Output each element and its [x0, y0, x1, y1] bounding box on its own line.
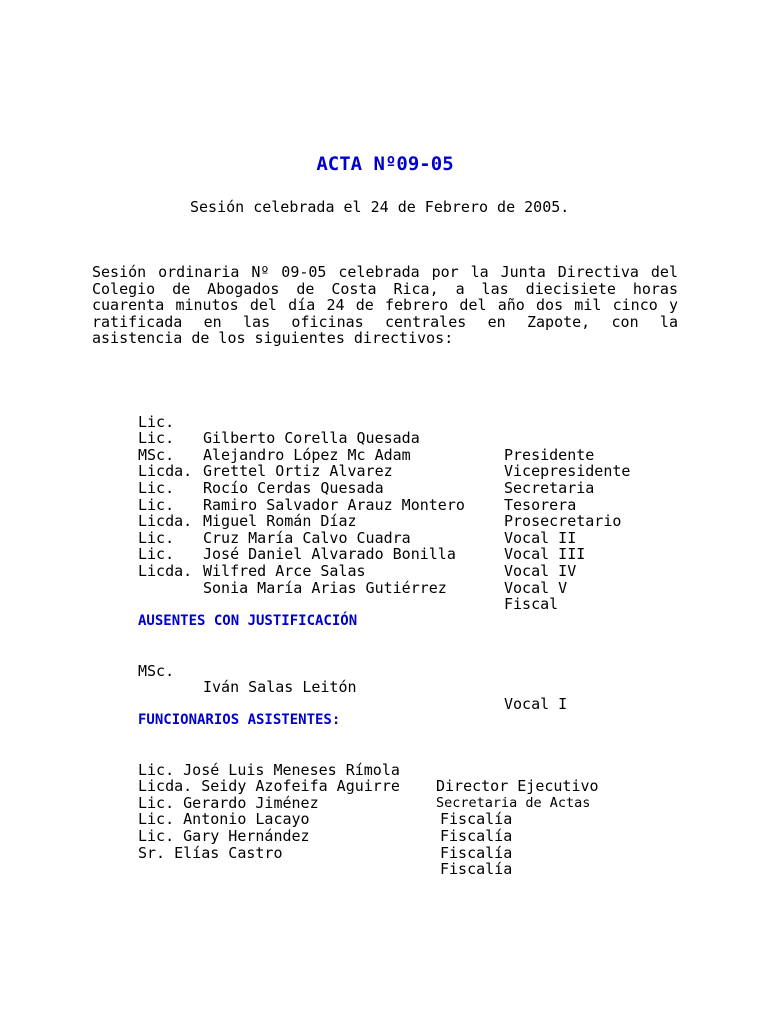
- director-role: Fiscal: [504, 595, 559, 614]
- director-title: Lic.: [138, 545, 175, 564]
- director-role: Tesorera: [504, 495, 577, 514]
- director-name: Grettel Ortiz Alvarez: [203, 462, 393, 481]
- director-name: Gilberto Corella Quesada: [203, 429, 420, 448]
- director-name: Ramiro Salvador Arauz Montero: [203, 495, 465, 514]
- director-title: Lic.: [138, 495, 175, 514]
- director-role: Vocal IV: [504, 561, 577, 580]
- director-name: Alejandro López Mc Adam: [203, 445, 411, 464]
- intro-line: Sesión ordinaria Nº 09-05 celebrada por la Junta Directiva del: [92, 263, 678, 281]
- absent-list: [138, 646, 698, 713]
- director-title: Lic.: [138, 528, 175, 547]
- director-role: Vicepresidente: [504, 462, 631, 481]
- director-title: Lic.: [138, 412, 175, 431]
- document-title: ACTA Nº09-05: [316, 153, 454, 175]
- director-role: Vocal III: [504, 545, 586, 564]
- staff-name: Lic. Gary Hernández: [138, 826, 310, 845]
- staff-role: Fiscalía: [440, 826, 513, 845]
- staff-list: [138, 745, 698, 879]
- staff-role: Secretaria de Actas: [436, 794, 591, 811]
- director-role: Presidente: [504, 445, 595, 464]
- absent-heading: AUSENTES CON JUSTIFICACIÓN: [138, 613, 358, 629]
- staff-name: Lic. Antonio Lacayo: [138, 810, 310, 829]
- intro-line: cuarenta minutos del día 24 de febrero del año dos mil cinco y: [92, 296, 678, 315]
- director-title: Lic.: [138, 478, 175, 497]
- director-title: MSc.: [138, 445, 175, 464]
- staff-heading: FUNCIONARIOS ASISTENTES:: [138, 712, 341, 728]
- absent-title: MSc.: [138, 661, 175, 680]
- staff-role: Fiscalía: [440, 860, 513, 879]
- director-title: Lic.: [138, 429, 175, 448]
- absent-row: [138, 646, 568, 713]
- intro-line: asistencia de los siguientes directivos:: [92, 329, 454, 348]
- staff-role: Director Ejecutivo: [436, 777, 599, 796]
- director-role: Secretaria: [504, 478, 595, 497]
- intro-paragraph: [92, 264, 678, 347]
- director-name: Miguel Román Díaz: [203, 512, 357, 531]
- director-title: Licda.: [138, 462, 193, 481]
- intro-line: Colegio de Abogados de Costa Rica, a las diecisiete horas: [92, 279, 678, 298]
- director-role: Prosecretario: [504, 512, 622, 531]
- session-date-subtitle: Sesión celebrada el 24 de Febrero de 2005.: [190, 198, 570, 216]
- staff-role: Fiscalía: [440, 810, 513, 829]
- directors-list: [138, 397, 698, 614]
- director-role: Vocal II: [504, 528, 577, 547]
- director-title: Licda.: [138, 561, 193, 580]
- staff-name: Lic. Gerardo Jiménez: [138, 793, 319, 812]
- staff-name: Licda. Seidy Azofeifa Aguirre: [138, 777, 400, 796]
- director-title: Licda.: [138, 512, 193, 531]
- director-name: Sonia María Arias Gutiérrez: [203, 578, 447, 597]
- absent-role: Vocal I: [504, 694, 568, 713]
- director-role: Vocal V: [504, 578, 568, 597]
- director-name: Cruz María Calvo Cuadra: [203, 528, 411, 547]
- director-name: José Daniel Alvarado Bonilla: [203, 545, 456, 564]
- staff-role: Fiscalía: [440, 843, 513, 862]
- intro-line: ratificada en las oficinas centrales en Zapote, con la: [92, 312, 678, 331]
- director-name: Wilfred Arce Salas: [203, 561, 366, 580]
- staff-name: Lic. José Luis Meneses Rímola: [138, 760, 400, 779]
- director-name: Rocío Cerdas Quesada: [203, 478, 384, 497]
- absent-name: Iván Salas Leitón: [203, 678, 357, 697]
- staff-name: Sr. Elías Castro: [138, 843, 283, 862]
